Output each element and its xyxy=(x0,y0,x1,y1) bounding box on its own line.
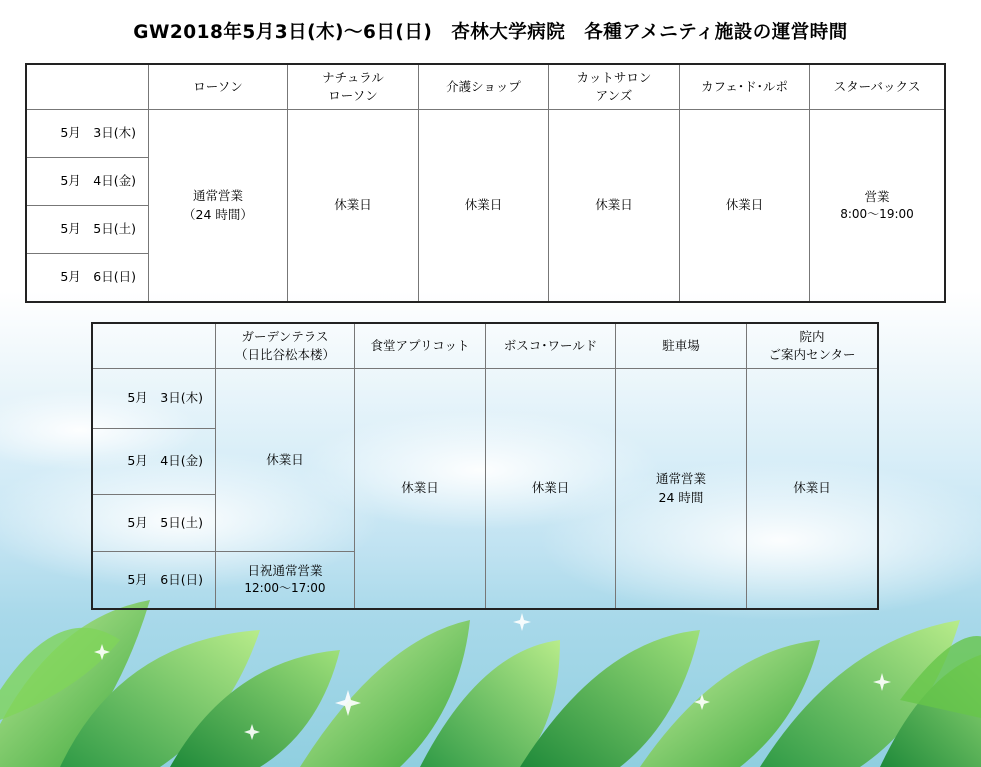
garden-terrace-day6-status xyxy=(216,552,355,609)
header-cafe xyxy=(680,65,810,110)
parking-status xyxy=(616,369,747,609)
date-cell: 5月 4日(金) xyxy=(27,158,149,206)
status-hours: （24 時間） xyxy=(183,206,253,222)
date-cell: 5月 6日(日) xyxy=(27,254,149,302)
status-text: 通常営業 xyxy=(655,471,706,487)
status-text: 通常営業 xyxy=(192,188,243,204)
date-cell: 5月 5日(土) xyxy=(27,206,149,254)
header-label: カフェ･ド･ルポ xyxy=(701,78,788,94)
date-cell: 5月 5日(土) xyxy=(93,495,216,552)
corner-cell xyxy=(27,65,149,110)
status-text: 日祝通常営業 xyxy=(247,563,323,579)
date-cell: 5月 3日(木) xyxy=(93,369,216,429)
header-label: 駐車場 xyxy=(662,337,700,353)
garden-terrace-status: 休業日 xyxy=(216,369,355,552)
date-cell: 5月 3日(木) xyxy=(27,110,149,158)
header-parking xyxy=(616,324,747,369)
header-bosco xyxy=(486,324,616,369)
table-header-row xyxy=(93,324,878,369)
header-label: 食堂アプリコット xyxy=(370,337,470,353)
header-label: カットサロン アンズ xyxy=(576,69,652,103)
header-label: スターバックス xyxy=(833,78,921,94)
header-kaigo-shop xyxy=(419,65,549,110)
date-cell: 5月 4日(金) xyxy=(93,429,216,495)
natural-lawson-status: 休業日 xyxy=(288,110,419,302)
table-row xyxy=(93,369,878,429)
status-text: 営業 xyxy=(864,188,890,204)
schedule-table-2 xyxy=(92,323,878,609)
bosco-status: 休業日 xyxy=(486,369,616,609)
corner-cell xyxy=(93,324,216,369)
schedule-table-1 xyxy=(26,64,945,302)
date-cell: 5月 6日(日) xyxy=(93,552,216,609)
header-label: ボスコ･ワールド xyxy=(503,337,598,353)
header-natural-lawson xyxy=(288,65,419,110)
header-lawson xyxy=(149,65,288,110)
status-hours: 12:00～17:00 xyxy=(244,581,326,596)
page-title: GW2018年5月3日(木)～6日(日) 杏林大学病院 各種アメニティ施設の運営時間 xyxy=(133,22,848,43)
kaigo-shop-status: 休業日 xyxy=(419,110,549,302)
apricot-status: 休業日 xyxy=(355,369,486,609)
info-center-status: 休業日 xyxy=(747,369,878,609)
header-label: 介護ショップ xyxy=(446,78,521,94)
lawson-status xyxy=(149,110,288,302)
header-garden-terrace xyxy=(216,324,355,369)
header-label: ローソン xyxy=(193,78,243,94)
header-cut-salon xyxy=(549,65,680,110)
header-label: 院内 ご案内センター xyxy=(768,328,856,362)
table-row xyxy=(27,110,945,158)
status-hours: 8:00～19:00 xyxy=(840,206,914,221)
header-starbucks xyxy=(810,65,945,110)
starbucks-status xyxy=(810,110,945,302)
header-info-center xyxy=(747,324,878,369)
cut-salon-status: 休業日 xyxy=(549,110,680,302)
header-label: ナチュラル ローソン xyxy=(322,69,384,103)
cafe-status: 休業日 xyxy=(680,110,810,302)
status-hours: 24 時間 xyxy=(658,489,704,505)
table-header-row xyxy=(27,65,945,110)
header-label: ガーデンテラス （日比谷松本楼） xyxy=(234,328,335,362)
header-apricot xyxy=(355,324,486,369)
